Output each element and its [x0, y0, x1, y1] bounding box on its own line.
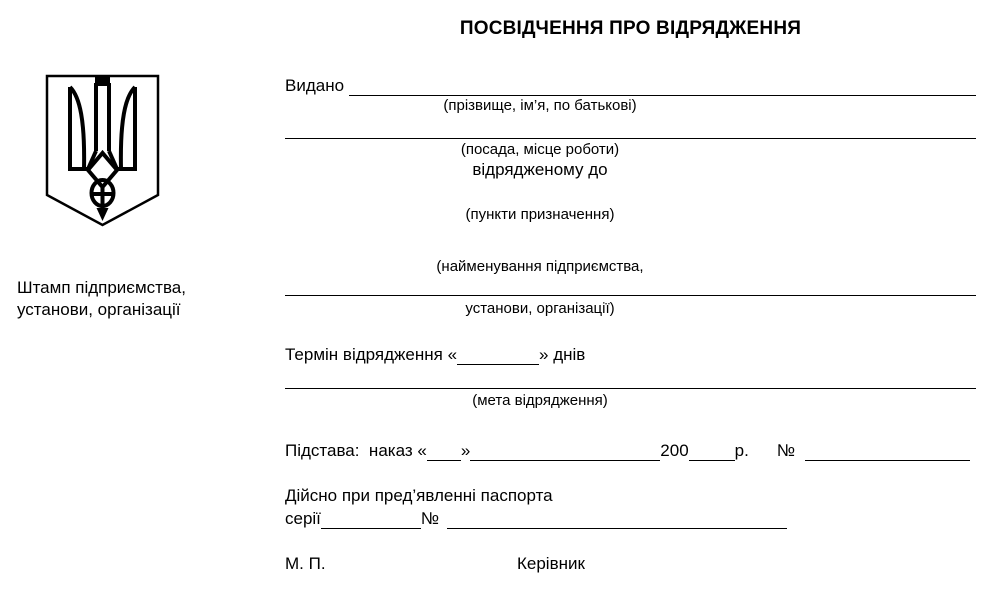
stamp-caption-line1: Штамп підприємства,	[17, 278, 186, 297]
issued-row	[285, 76, 976, 96]
basis-row	[285, 441, 976, 461]
head-signature-label: Керівник	[517, 554, 585, 573]
order-day-blank[interactable]	[427, 441, 461, 461]
enterprise-blank-line[interactable]	[285, 295, 976, 296]
order-month-blank[interactable]	[470, 441, 660, 461]
basis-year-suffix: р.	[734, 441, 749, 460]
job-caption: (посада, місце роботи)	[460, 141, 620, 158]
term-suffix: » днів	[539, 345, 586, 364]
name-caption: (прізвище, ім’я, по батькові)	[443, 97, 637, 114]
basis-number-sign: №	[776, 441, 796, 460]
enterprise-caption-line1: (найменування підприємства,	[436, 258, 644, 275]
purpose-blank-line[interactable]	[285, 388, 976, 389]
term-row	[285, 345, 976, 365]
trident-icon	[44, 73, 161, 229]
issued-name-blank[interactable]	[349, 76, 976, 96]
destination-caption: (пункти призначення)	[465, 206, 615, 223]
passport-number-blank[interactable]	[447, 509, 787, 529]
basis-quote-close: »	[460, 441, 471, 460]
term-prefix: Термін відрядження «	[285, 345, 458, 364]
order-number-blank[interactable]	[805, 441, 970, 461]
enterprise-caption-line2: установи, організації)	[465, 300, 615, 317]
purpose-caption: (мета відрядження)	[472, 392, 608, 409]
basis-prefix: Підстава: наказ «	[285, 441, 427, 460]
stamp-caption-line2: установи, організації	[17, 300, 181, 319]
page-title: ПОСВІДЧЕННЯ ПРО ВІДРЯДЖЕННЯ	[459, 18, 802, 39]
basis-year: 200	[660, 441, 689, 460]
seconded-to-label: відрядженому до	[472, 160, 608, 179]
term-days-blank[interactable]	[457, 345, 539, 365]
passport-line: Дійсно при пред’явленні паспорта	[285, 486, 553, 505]
issued-label: Видано	[285, 76, 349, 95]
stamp-caption	[17, 277, 186, 321]
series-label: серії	[285, 509, 321, 528]
passport-series-row	[285, 509, 976, 529]
ukraine-trident-emblem-icon	[44, 73, 161, 229]
job-blank-line[interactable]	[285, 138, 976, 139]
series-number-sign: №	[420, 509, 440, 528]
passport-series-blank[interactable]	[321, 509, 421, 529]
order-year-blank[interactable]	[689, 441, 735, 461]
seal-place-label: М. П.	[285, 554, 326, 573]
